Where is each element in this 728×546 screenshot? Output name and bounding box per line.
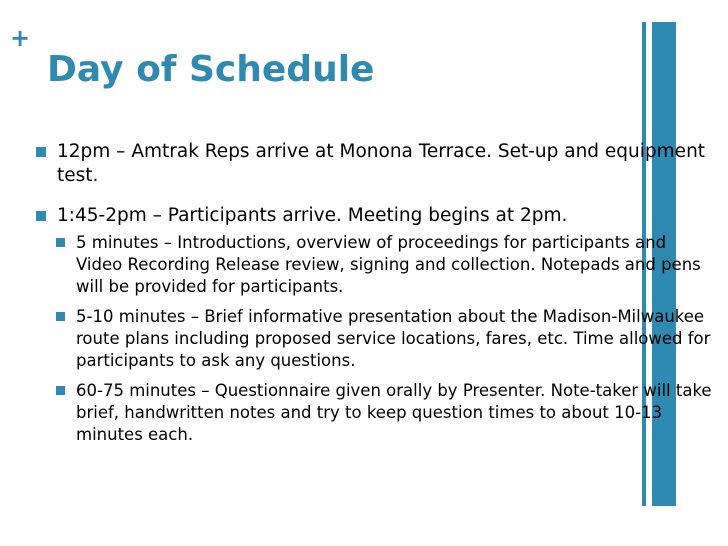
list-item-text: 1:45-2pm – Participants arrive. Meeting begins at 2pm. (57, 205, 568, 226)
square-bullet-icon (56, 312, 65, 321)
square-bullet-icon (56, 238, 65, 247)
slide-title: Day of Schedule (47, 49, 375, 90)
sub-list-item-text: 5-10 minutes – Brief informative presentation about the Madison-Milwaukee route plans including proposed service locations, fares, etc. Time allowed for participants to ask any questions. (76, 307, 711, 370)
bullet-list (36, 140, 716, 454)
list-item (36, 204, 716, 228)
sub-list-item-text: 60-75 minutes – Questionnaire given orally by Presenter. Note-taker will take brief, handwritten notes and try to keep question times to about 10-13 minutes each. (76, 381, 712, 444)
sub-list-item (56, 380, 716, 446)
plus-icon: + (10, 24, 31, 52)
square-bullet-icon (56, 386, 65, 395)
sub-list-item (56, 232, 716, 298)
square-bullet-icon (36, 147, 46, 157)
square-bullet-icon (36, 211, 46, 221)
list-item-text: 12pm – Amtrak Reps arrive at Monona Terrace. Set-up and equipment test. (57, 141, 706, 186)
sub-list-item (56, 306, 716, 372)
list-item (36, 140, 716, 188)
sub-list-item-text: 5 minutes – Introductions, overview of proceedings for participants and Video Recording Release review, signing and collection. Notepads and pens will be provided for participants. (76, 233, 701, 296)
